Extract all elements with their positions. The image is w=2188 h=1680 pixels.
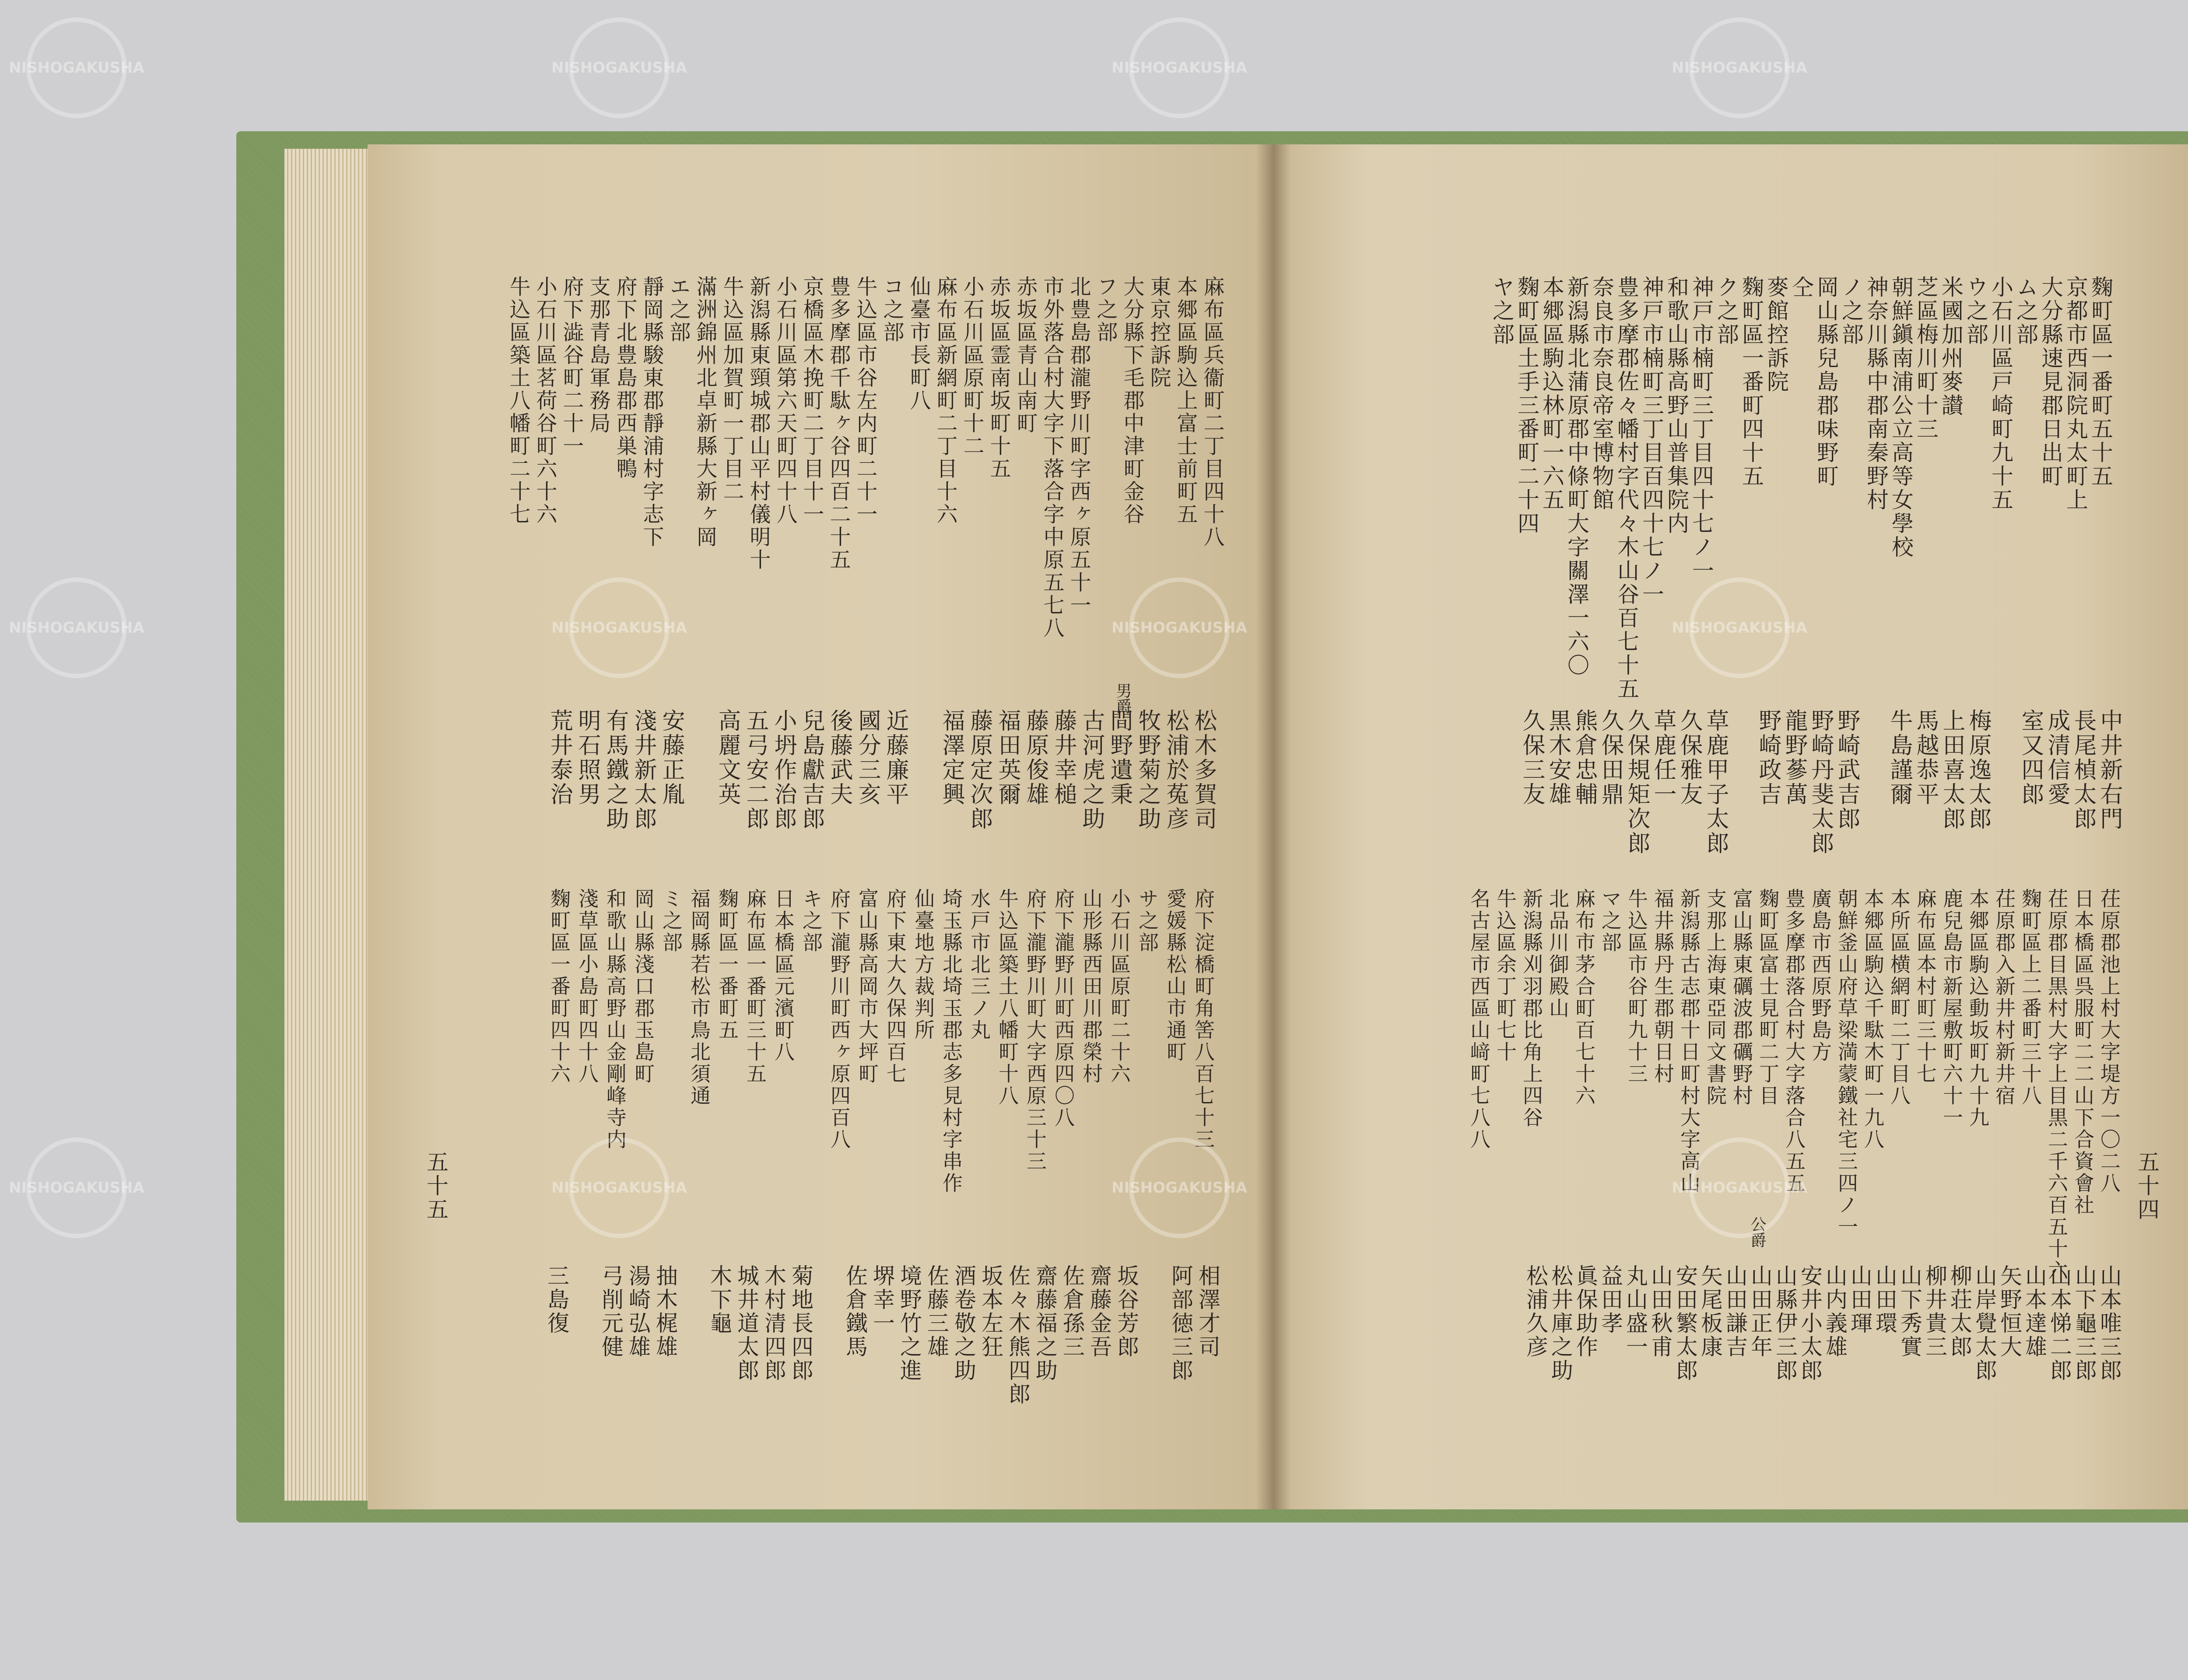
address-entry: 愛媛縣松山市通町 bbox=[1164, 888, 1187, 1063]
watermark-logo: NISHOGAKUSHA bbox=[569, 18, 670, 118]
person-name: 荒井泰治 bbox=[546, 709, 572, 807]
person-name: 山田秋甫 bbox=[1648, 1264, 1673, 1359]
address-entry: 赤坂區青山南町 bbox=[1013, 276, 1038, 435]
address-entry: フ之部 bbox=[1093, 276, 1118, 344]
person-name: 山下秀實 bbox=[1897, 1264, 1922, 1359]
address-entry: ム之部 bbox=[2013, 276, 2038, 346]
address-entry: 牛込區余丁町七十 bbox=[1494, 888, 1517, 1063]
address-entry: 京橋區木挽町二丁目十一 bbox=[799, 276, 824, 526]
person-name: 松浦於菟彦 bbox=[1162, 709, 1189, 831]
address-entry: 府下淀橋町角筈八百七十三 bbox=[1192, 888, 1215, 1151]
address-entry: 市外落合村大字下落合字中原五七八 bbox=[1040, 276, 1064, 640]
address-entry: 新潟縣刈羽郡比角上四谷 bbox=[1520, 888, 1543, 1129]
person-name: 城井道太郎 bbox=[734, 1264, 759, 1382]
address-entry: 府下瀧野川町大字西原三十三 bbox=[1024, 888, 1047, 1172]
person-name: 山田環 bbox=[1872, 1264, 1897, 1335]
person-name: 近藤廉平 bbox=[882, 709, 908, 807]
person-name: 福田英爾 bbox=[994, 709, 1020, 807]
person-name: 佐藤三雄 bbox=[924, 1264, 949, 1359]
watermark-logo: NISHOGAKUSHA bbox=[1689, 1138, 1790, 1238]
person-name: 松井庫之助 bbox=[1548, 1264, 1573, 1382]
person-name: 木村清四郎 bbox=[761, 1264, 786, 1382]
person-name: 馬越恭平 bbox=[1912, 709, 1939, 807]
address-entry: エ之部 bbox=[666, 276, 691, 344]
watermark-logo: NISHOGAKUSHA bbox=[1689, 578, 1790, 678]
address-entry: 小石川區戸崎町九十五 bbox=[1988, 276, 2013, 512]
address-entry: 牛込區加賀町一丁目二 bbox=[719, 276, 744, 503]
person-name: 山田琿 bbox=[1847, 1264, 1872, 1335]
address-entry: 新潟縣古志郡十日町村大字高山 bbox=[1677, 888, 1701, 1194]
address-entry: 和歌山縣高野山金剛峰寺内 bbox=[603, 888, 627, 1151]
address-entry: 仙臺地方裁判所 bbox=[912, 888, 935, 1041]
watermark-logo: NISHOGAKUSHA bbox=[1129, 1138, 1230, 1238]
address-entry: 麻布區一番町三十五 bbox=[743, 888, 767, 1085]
address-entry: 茌原郡目黒村大字上目黒二千六百五十六 bbox=[2045, 888, 2069, 1282]
page-number-left: 五十五 bbox=[423, 1151, 449, 1222]
address-entry: 北品川御殿山 bbox=[1546, 888, 1570, 1019]
address-entry: 本郷區駒込千駄木町一九八 bbox=[1861, 888, 1885, 1151]
address-entry: 神奈川縣中郡南秦野村 bbox=[1863, 276, 1889, 512]
person-name: 齋藤金吾 bbox=[1087, 1264, 1112, 1359]
person-name: 高麗文英 bbox=[714, 709, 740, 807]
person-name: 淺井新太郎 bbox=[630, 709, 656, 831]
address-entry: ノ之部 bbox=[1838, 276, 1864, 346]
address-entry: 北豊島郡瀧野川町字西ヶ原五十一 bbox=[1066, 276, 1091, 617]
address-entry: 茌原郡池上村大字堤方一〇二八 bbox=[2097, 888, 2121, 1194]
address-entry: 府下東大久保四百七 bbox=[884, 888, 907, 1085]
address-entry: 埼玉縣北埼玉郡志多見村字串作 bbox=[940, 888, 963, 1194]
person-name: 相澤才司 bbox=[1195, 1264, 1220, 1359]
person-name: 草鹿任一 bbox=[1650, 709, 1676, 807]
address-entry: 富山縣高岡市大坪町 bbox=[856, 888, 879, 1085]
address-entry: 牛込區市谷町九十三 bbox=[1625, 888, 1648, 1085]
address-entry: キ之部 bbox=[799, 888, 823, 954]
person-name: 國分三亥 bbox=[854, 709, 880, 807]
person-name: 安田繁太郎 bbox=[1673, 1264, 1698, 1382]
address-entry: 麴町區一番町四十五 bbox=[1739, 276, 1764, 488]
address-entry: 府下澁谷町二十一 bbox=[559, 276, 584, 458]
person-name: 古河虎之助 bbox=[1078, 709, 1105, 831]
person-name: 野崎政吉 bbox=[1755, 709, 1781, 807]
address-entry: 本郷區駒込林町一六五 bbox=[1539, 276, 1564, 512]
person-name: 藤原定次郎 bbox=[966, 709, 992, 831]
person-name: 酒卷敬之助 bbox=[951, 1264, 976, 1382]
address-entry: 京都市西洞院丸太町上 bbox=[2063, 276, 2088, 512]
address-entry: 滿洲錦州北卓新縣大新ヶ岡 bbox=[693, 276, 717, 549]
address-entry: 東京控訴院 bbox=[1147, 276, 1171, 389]
address-entry: 日本橋區元濱町八 bbox=[771, 888, 795, 1063]
address-entry: 本郷區駒込動坂町九十九 bbox=[1966, 888, 1990, 1129]
person-name: 有馬鐵之助 bbox=[602, 709, 628, 831]
title-tag-prince: 公爵 bbox=[1748, 1216, 1766, 1248]
address-entry: 芝區梅川町十三 bbox=[1913, 276, 1939, 441]
person-name: 坂谷芳郎 bbox=[1114, 1264, 1139, 1359]
right-page bbox=[1273, 144, 2188, 1509]
person-name: 野崎丹斐太郎 bbox=[1807, 709, 1834, 856]
address-entry: 麻布區兵衞町二丁目四十八 bbox=[1200, 276, 1224, 549]
person-name: 山本悌二郎 bbox=[2047, 1264, 2072, 1382]
person-name: 梅原逸太郎 bbox=[1965, 709, 1991, 831]
person-name: 佐々木熊四郎 bbox=[1005, 1264, 1031, 1406]
address-entry: 福岡縣若松市鳥北須通 bbox=[687, 888, 711, 1107]
address-entry: 麻布區本村町三十七 bbox=[1914, 888, 1937, 1085]
address-entry: 大分縣速見郡日出町 bbox=[2038, 276, 2063, 488]
address-entry: 支那上海東亞同文書院 bbox=[1704, 888, 1727, 1107]
address-entry: サ之部 bbox=[1136, 888, 1159, 954]
watermark-logo: NISHOGAKUSHA bbox=[1129, 578, 1230, 678]
person-name: 山田謙吉 bbox=[1722, 1264, 1748, 1359]
address-entry: 岡山縣淺口郡玉島町 bbox=[631, 888, 655, 1085]
person-name: 五弓安二郎 bbox=[742, 709, 768, 831]
address-entry: 福井縣丹生郡朝日村 bbox=[1651, 888, 1675, 1085]
title-tag-baron: 男爵 bbox=[1114, 682, 1132, 714]
person-name: 牛島謹爾 bbox=[1886, 709, 1912, 807]
address-entry: 仝 bbox=[1788, 276, 1814, 299]
watermark-logo: NISHOGAKUSHA bbox=[1689, 18, 1790, 118]
address-entry: 神戸市楠町三丁目四十七ノ一 bbox=[1689, 276, 1714, 583]
address-entry: 靜岡縣駿東郡靜浦村字志下 bbox=[639, 276, 664, 549]
person-name: 菊地長四郎 bbox=[788, 1264, 813, 1382]
address-entry: 本所區横網町二丁目八 bbox=[1887, 888, 1911, 1107]
address-entry: 水戸市北三ノ丸 bbox=[968, 888, 991, 1041]
address-entry: 茌原郡入新井村新井宿 bbox=[1992, 888, 2016, 1107]
address-entry: 朝鮮鎭南浦公立高等女學校 bbox=[1888, 276, 1914, 559]
address-entry: 新潟縣東頸城郡山平村儀明十 bbox=[746, 276, 771, 571]
person-name: 佐倉鐵馬 bbox=[842, 1264, 868, 1359]
address-entry: 府下北豊島郡西巣鴨 bbox=[613, 276, 637, 480]
person-name: 柳荘太郎 bbox=[1947, 1264, 1972, 1359]
address-entry: 和歌山縣高野山普集院内 bbox=[1664, 276, 1689, 536]
person-name: 抽木梶雄 bbox=[652, 1264, 678, 1359]
person-name: 阿部徳三郎 bbox=[1168, 1264, 1193, 1382]
person-name: 長尾楨太郎 bbox=[2070, 709, 2096, 831]
person-name: 益田孝 bbox=[1598, 1264, 1623, 1335]
person-name: 山本達雄 bbox=[2022, 1264, 2047, 1359]
watermark-logo: NISHOGAKUSHA bbox=[569, 578, 670, 678]
watermark-logo: NISHOGAKUSHA bbox=[1129, 18, 1230, 118]
person-name: 明石照男 bbox=[574, 709, 600, 807]
person-name: 中井新右門 bbox=[2096, 709, 2122, 831]
person-name: 久保三友 bbox=[1518, 709, 1545, 807]
address-entry: 麴町區一番町四十六 bbox=[547, 888, 571, 1085]
address-entry: 名古屋市西區山﨑町七八八 bbox=[1467, 888, 1491, 1151]
person-name: 福澤定興 bbox=[938, 709, 964, 807]
address-entry: 府下瀧野川町西原四〇八 bbox=[1052, 888, 1075, 1129]
person-name: 上田喜太郎 bbox=[1939, 709, 1965, 831]
address-entry: 本郷區駒込上富士前町五 bbox=[1173, 276, 1198, 526]
address-entry: 新潟縣北蒲原郡中條町大字關澤一六〇 bbox=[1564, 276, 1589, 677]
address-entry: ウ之部 bbox=[1963, 276, 1988, 346]
person-name: 龍野蔘萬 bbox=[1781, 709, 1807, 807]
address-entry: 牛込區築土八幡町十八 bbox=[996, 888, 1019, 1107]
person-name: 山下龜三郎 bbox=[2072, 1264, 2097, 1382]
book-gutter bbox=[1256, 144, 1291, 1509]
address-entry: 日本橋區呉服町二二山下合資會社 bbox=[2071, 888, 2095, 1216]
person-name: 草鹿甲子太郎 bbox=[1702, 709, 1729, 856]
person-name: 齋藤福之助 bbox=[1032, 1264, 1058, 1382]
address-entry: 朝鮮釜山府草梁満蒙鐵社宅三四ノ一 bbox=[1835, 888, 1858, 1238]
address-entry: 麴町區富士見町二丁目 bbox=[1756, 888, 1780, 1107]
address-entry: 大分縣下毛郡中津町金谷 bbox=[1120, 276, 1144, 526]
person-name: 丸山盛一 bbox=[1623, 1264, 1648, 1359]
person-name: 三島復 bbox=[544, 1264, 569, 1335]
address-entry: 小石川區第六天町四十八 bbox=[773, 276, 797, 526]
watermark-logo: NISHOGAKUSHA bbox=[26, 1138, 127, 1238]
address-entry: 廣島市西原野島方 bbox=[1809, 888, 1832, 1063]
person-name: 安井小太郎 bbox=[1797, 1264, 1823, 1382]
address-entry: 鹿兒島市新屋敷町六十一 bbox=[1940, 888, 1964, 1129]
person-name: 矢野恒大 bbox=[1997, 1264, 2022, 1359]
address-entry: 牛込區築土八幡町二十七 bbox=[506, 276, 530, 526]
person-name: 山本唯三郎 bbox=[2097, 1264, 2122, 1382]
address-entry: 奈良市奈良帝室博物館 bbox=[1589, 276, 1614, 512]
address-entry: 麥館控訴院 bbox=[1764, 276, 1789, 394]
address-entry: 牛込區市谷左内町二十一 bbox=[853, 276, 877, 526]
address-entry: 岡山縣兒島郡味野町 bbox=[1813, 276, 1839, 488]
person-name: 佐倉孫三 bbox=[1059, 1264, 1085, 1359]
address-entry: 山形縣西田川郡榮村 bbox=[1080, 888, 1103, 1085]
address-entry: 麴町區一番町五十五 bbox=[2088, 276, 2113, 488]
person-name: 堺幸一 bbox=[870, 1264, 895, 1335]
person-name: 牧野菊之助 bbox=[1134, 709, 1161, 831]
address-entry: 米國加州麥讃 bbox=[1938, 276, 1964, 417]
address-entry: 小石川區原町二十六 bbox=[1108, 888, 1131, 1085]
address-entry: 麴町區上二番町三十八 bbox=[2019, 888, 2042, 1107]
person-name: 松浦久彦 bbox=[1523, 1264, 1548, 1359]
watermark-logo: NISHOGAKUSHA bbox=[569, 1138, 670, 1238]
address-entry: ヤ之部 bbox=[1489, 276, 1515, 346]
person-name: 黒木安雄 bbox=[1545, 709, 1571, 807]
address-entry: 支那青島軍務局 bbox=[586, 276, 610, 435]
person-name: 木下龜 bbox=[707, 1264, 732, 1335]
address-entry: 麻布市茅合町百七十六 bbox=[1572, 888, 1596, 1107]
address-entry: 豊多摩郡千駄ヶ谷四百二十五 bbox=[826, 276, 851, 571]
address-entry: マ之部 bbox=[1599, 888, 1622, 954]
person-name: 久保田鼎 bbox=[1597, 709, 1623, 807]
person-name: 松木多賀司 bbox=[1190, 709, 1217, 831]
person-name: 境野竹之進 bbox=[897, 1264, 922, 1382]
page-edges-left bbox=[284, 149, 372, 1501]
person-name: 熊倉忠輔 bbox=[1571, 709, 1597, 807]
person-name: 山田正年 bbox=[1747, 1264, 1773, 1359]
person-name: 小坍作治郎 bbox=[770, 709, 796, 831]
address-entry: 小石川區原町十二 bbox=[960, 276, 984, 458]
person-name: 藤原俊雄 bbox=[1022, 709, 1048, 807]
open-book bbox=[280, 144, 2188, 1509]
person-name: 久保規矩次郎 bbox=[1623, 709, 1650, 856]
address-entry: 麴町區土手三番町二十四 bbox=[1514, 276, 1539, 536]
page-number-right: 五十四 bbox=[2134, 1151, 2160, 1222]
person-name: 山縣伊三郎 bbox=[1772, 1264, 1798, 1382]
person-name: 山岸覺太郎 bbox=[1972, 1264, 1997, 1382]
address-entry: ミ之部 bbox=[659, 888, 683, 954]
address-entry: 豊多摩郡佐々幡村字代々木山谷百七十五 bbox=[1614, 276, 1639, 701]
person-name: 弓削元健 bbox=[598, 1264, 624, 1359]
person-name: 湯崎弘雄 bbox=[625, 1264, 651, 1359]
address-entry: コ之部 bbox=[880, 276, 904, 344]
person-name: 兒島獻吉郎 bbox=[798, 709, 824, 831]
watermark-logo: NISHOGAKUSHA bbox=[26, 18, 127, 118]
address-entry: 小石川區茗荷谷町六十六 bbox=[533, 276, 557, 526]
address-entry: 淺草區小島町四十八 bbox=[575, 888, 599, 1085]
person-name: 成清信愛 bbox=[2044, 709, 2070, 807]
person-name: 後藤武夫 bbox=[826, 709, 852, 807]
person-name: 柳井貴三 bbox=[1922, 1264, 1947, 1359]
address-entry: 府下瀧野川町西ヶ原四百八 bbox=[828, 888, 851, 1151]
address-entry: 赤坂區霊南坂町十五 bbox=[986, 276, 1011, 480]
person-name: 室又四郎 bbox=[2017, 709, 2044, 807]
address-entry: 豊多摩郡落合村大字落合八五五 bbox=[1782, 888, 1806, 1194]
person-name: 野崎武吉郎 bbox=[1834, 709, 1860, 831]
address-entry: 富山縣東礪波郡礪野村 bbox=[1730, 888, 1753, 1107]
person-name: 山内義雄 bbox=[1822, 1264, 1848, 1359]
person-name: 眞保助作 bbox=[1573, 1264, 1598, 1359]
person-name: 坂本左狂 bbox=[978, 1264, 1003, 1359]
person-name: 藤井幸槌 bbox=[1050, 709, 1076, 807]
person-name: 矢尾板康 bbox=[1697, 1264, 1723, 1359]
address-entry: 仙臺市長町八 bbox=[906, 276, 931, 412]
address-entry: ク之部 bbox=[1714, 276, 1739, 346]
person-name: 安藤正胤 bbox=[658, 709, 684, 807]
address-entry: 麴町區一番町五 bbox=[715, 888, 739, 1041]
watermark-logo: NISHOGAKUSHA bbox=[26, 578, 127, 678]
address-entry: 麻布區新網町二丁目十六 bbox=[933, 276, 957, 526]
left-page bbox=[368, 144, 1273, 1509]
person-name: 久保雅友 bbox=[1676, 709, 1702, 807]
person-name: 間野遺秉 bbox=[1106, 709, 1133, 807]
address-entry: 神戸市楠町三丁目百四十七ノ一 bbox=[1639, 276, 1664, 606]
